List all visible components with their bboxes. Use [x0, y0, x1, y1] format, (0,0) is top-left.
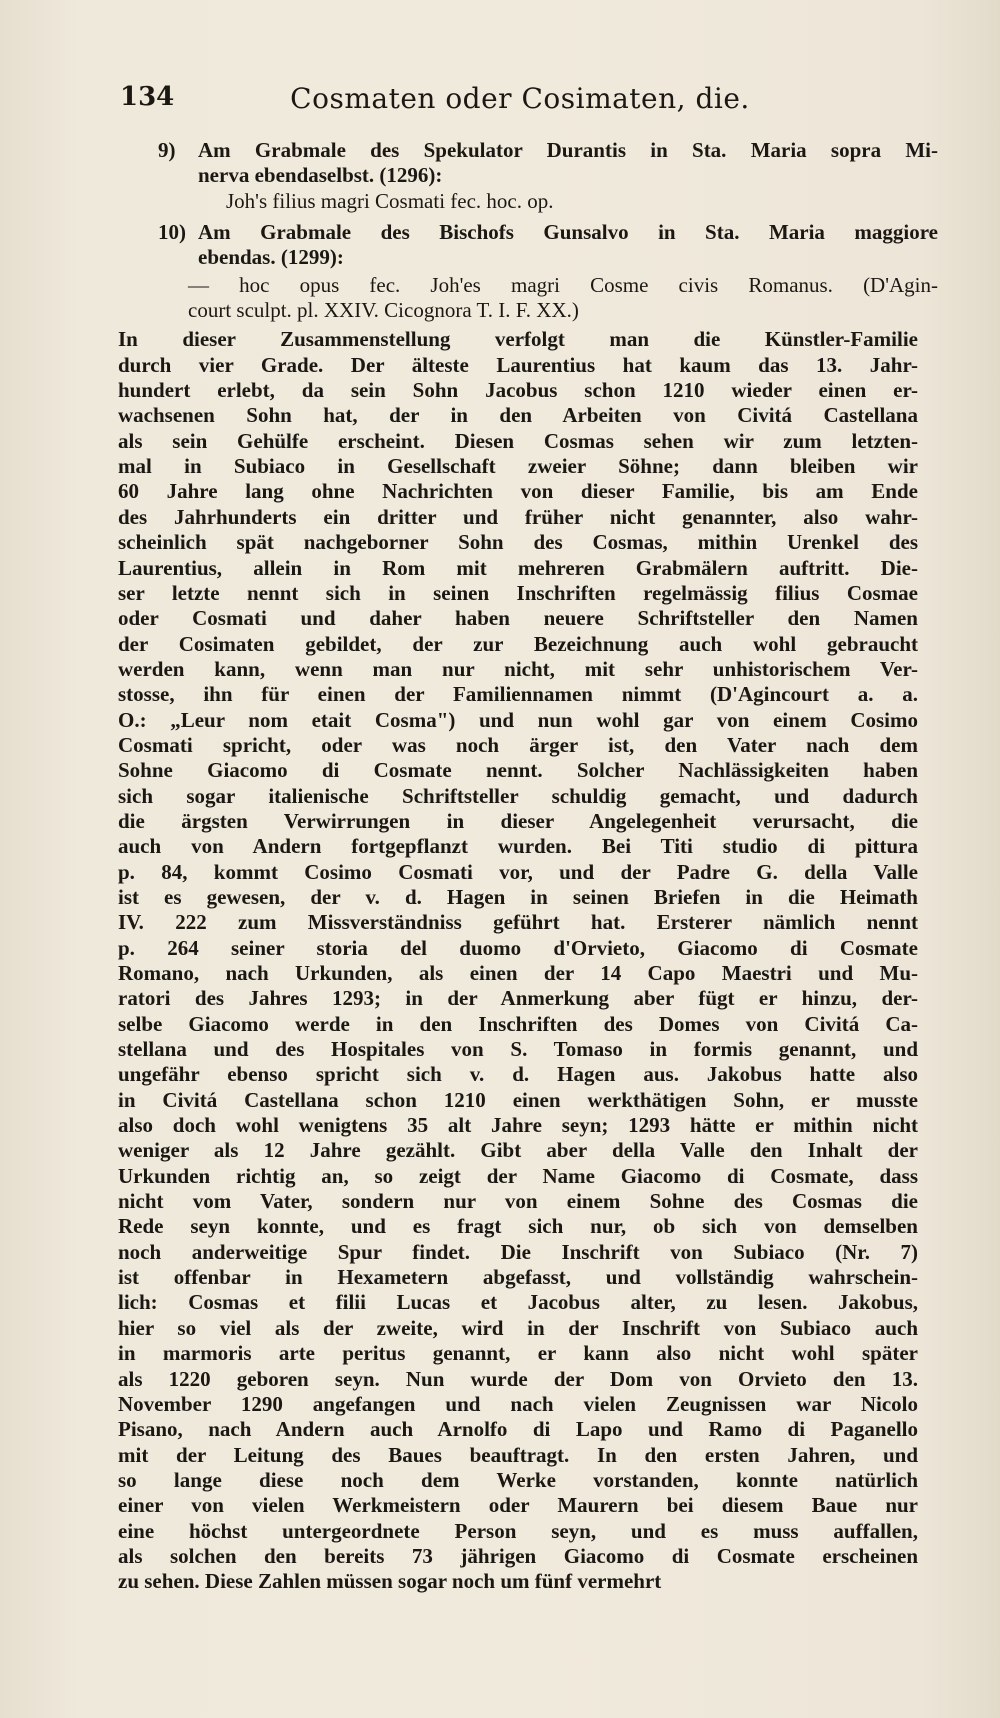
paragraph-line: Rede seyn konnte, und es fragt sich nur, ob sich von demselben [118, 1214, 918, 1239]
paragraph-line: ist offenbar in Hexametern abgefasst, und vollständig wahrschein- [118, 1265, 918, 1290]
page-number: 134 [120, 82, 175, 112]
entry-line: nerva ebendaselbst. (1296): [198, 163, 443, 188]
paragraph-line: O.: „Leur nom etait Cosma") und nun wohl gar von einem Cosimo [118, 707, 918, 732]
paragraph-line: stellana und des Hospitales von S. Tomaso in formis genannt, und [118, 1037, 918, 1062]
paragraph-line: ser letzte nennt sich in seinen Inschriften regelmässig filius Cosmae [118, 580, 918, 605]
paragraph-line: scheinlich spät nachgeborner Sohn des Cosmas, mithin Urenkel des [118, 530, 918, 555]
paragraph-line: oder Cosmati und daher haben neuere Schriftsteller den Namen [118, 606, 918, 631]
paragraph-line: eine höchst untergeordnete Person seyn, und es muss auffallen, [118, 1518, 918, 1543]
inscription-line: court sculpt. pl. XXIV. Cicognora T. I. F. XX.) [188, 298, 579, 323]
paragraph-line: Sohne Giacomo di Cosmate nennt. Solcher Nachlässigkeiten haben [118, 758, 918, 783]
paragraph-line: auch von Andern fortgepflanzt wurden. Bei Titi studio di pittura [118, 834, 918, 859]
paragraph-line: Laurentius, allein in Rom mit mehreren Grabmälern auftritt. Die- [118, 555, 918, 580]
paragraph-line: in marmoris arte peritus genannt, er kann also nicht wohl später [118, 1341, 918, 1366]
page-header [120, 82, 920, 122]
entry-number: 9) [158, 138, 176, 162]
paragraph-line: werden kann, wenn man nur nicht, mit sehr unhistorischem Ver- [118, 656, 918, 681]
entry-line: Am Grabmale des Bischofs Gunsalvo in Sta. Maria maggiore [198, 220, 938, 245]
page-body [118, 138, 938, 1595]
paragraph-line: Urkunden richtig an, so zeigt der Name Giacomo di Cosmate, dass [118, 1163, 918, 1188]
paragraph-line: noch anderweitige Spur findet. Die Inschrift von Subiaco (Nr. 7) [118, 1239, 918, 1264]
paragraph-line: mit der Leitung des Baues beauftragt. In den ersten Jahren, und [118, 1442, 918, 1467]
paragraph-line: ist es gewesen, der v. d. Hagen in seinen Briefen in die Heimath [118, 884, 918, 909]
paragraph-line: stosse, ihn für einen der Familiennamen nimmt (D'Agincourt a. a. [118, 682, 918, 707]
paragraph-line: der Cosimaten gebildet, der zur Bezeichnung auch wohl gebraucht [118, 631, 918, 656]
paragraph-line: zu sehen. Diese Zahlen müssen sogar noch um fünf vermehrt [118, 1569, 662, 1594]
paragraph-line: p. 84, kommt Cosimo Cosmati vor, und der Padre G. della Valle [118, 859, 918, 884]
paragraph-line: mal in Subiaco in Gesellschaft zweier Söhne; dann bleiben wir [118, 454, 918, 479]
paragraph-line: wachsenen Sohn hat, der in den Arbeiten von Civitá Castellana [118, 403, 918, 428]
paragraph-line: in Civitá Castellana schon 1210 einen werkthätigen Sohn, er musste [118, 1087, 918, 1112]
entry-number: 10) [158, 220, 186, 245]
paragraph-line: des Jahrhunderts ein dritter und früher nicht genannter, also wahr- [118, 504, 918, 529]
paragraph-line: als 1220 geboren seyn. Nun wurde der Dom von Orvieto den 13. [118, 1366, 918, 1391]
paragraph-line: durch vier Grade. Der älteste Laurentius hat kaum das 13. Jahr- [118, 352, 918, 377]
paragraph-line: ratori des Jahres 1293; in der Anmerkung aber fügt er hinzu, der- [118, 986, 918, 1011]
paragraph-line: hundert erlebt, da sein Sohn Jacobus schon 1210 wieder einen er- [118, 378, 918, 403]
paragraph-line: November 1290 angefangen und nach vielen Zeugnissen war Nicolo [118, 1391, 918, 1416]
paragraph-line: hier so viel als der zweite, wird in der Inschrift von Subiaco auch [118, 1315, 918, 1340]
paragraph-line: nicht vom Vater, sondern nur von einem Sohne des Cosmas die [118, 1189, 918, 1214]
entry-line: Am Grabmale des Spekulator Durantis in Sta. Maria sopra Mi- [198, 138, 938, 162]
running-title: Cosmaten oder Cosimaten, die. [290, 82, 750, 115]
paragraph-line: p. 264 seiner storia del duomo d'Orvieto, Giacomo di Cosmate [118, 935, 918, 960]
list-entry-10 [158, 220, 938, 271]
main-paragraph [118, 327, 918, 1594]
paragraph-line: In dieser Zusammenstellung verfolgt man die Künstler-Familie [118, 327, 918, 352]
paragraph-line: Cosmati spricht, oder was noch ärger ist, den Vater nach dem [118, 732, 918, 757]
paragraph-line: also doch wohl wenigtens 35 alt Jahre seyn; 1293 hätte er mithin nicht [118, 1113, 918, 1138]
paragraph-line: IV. 222 zum Missverständniss geführt hat. Ersterer nämlich nennt [118, 910, 918, 935]
paragraph-line: die ärgsten Verwirrungen in dieser Angelegenheit verursacht, die [118, 808, 918, 833]
inscription-line: — hoc opus fec. Joh'es magri Cosme civis Romanus. (D'Agin- [188, 272, 938, 297]
paragraph-line: Pisano, nach Andern auch Arnolfo di Lapo und Ramo di Paganello [118, 1417, 918, 1442]
paragraph-line: so lange diese noch dem Werke vorstanden, konnte natürlich [118, 1467, 918, 1492]
paragraph-line: sich sogar italienische Schriftsteller schuldig gemacht, und dadurch [118, 783, 918, 808]
paragraph-line: selbe Giacomo werde in den Inschriften des Domes von Civitá Ca- [118, 1011, 918, 1036]
paragraph-line: ungefähr ebenso spricht sich v. d. Hagen aus. Jakobus hatte also [118, 1062, 918, 1087]
entry-line: ebendas. (1299): [198, 245, 344, 270]
paragraph-line: 60 Jahre lang ohne Nachrichten von dieser Familie, bis am Ende [118, 479, 918, 504]
paragraph-line: weniger als 12 Jahre gezählt. Gibt aber della Valle den Inhalt der [118, 1138, 918, 1163]
inscription: Joh's filius magri Cosmati fec. hoc. op. [226, 188, 554, 213]
paragraph-line: einer von vielen Werkmeistern oder Maurern bei diesem Baue nur [118, 1493, 918, 1518]
paragraph-line: als sein Gehülfe erscheint. Diesen Cosmas sehen wir zum letzten- [118, 428, 918, 453]
paragraph-line: als solchen den bereits 73 jährigen Giacomo di Cosmate erscheinen [118, 1543, 918, 1568]
paragraph-line: lich: Cosmas et filii Lucas et Jacobus alter, zu lesen. Jakobus, [118, 1290, 918, 1315]
paragraph-line: Romano, nach Urkunden, als einen der 14 Capo Maestri und Mu- [118, 961, 918, 985]
list-entry-9 [158, 138, 938, 214]
inscription [108, 273, 938, 324]
